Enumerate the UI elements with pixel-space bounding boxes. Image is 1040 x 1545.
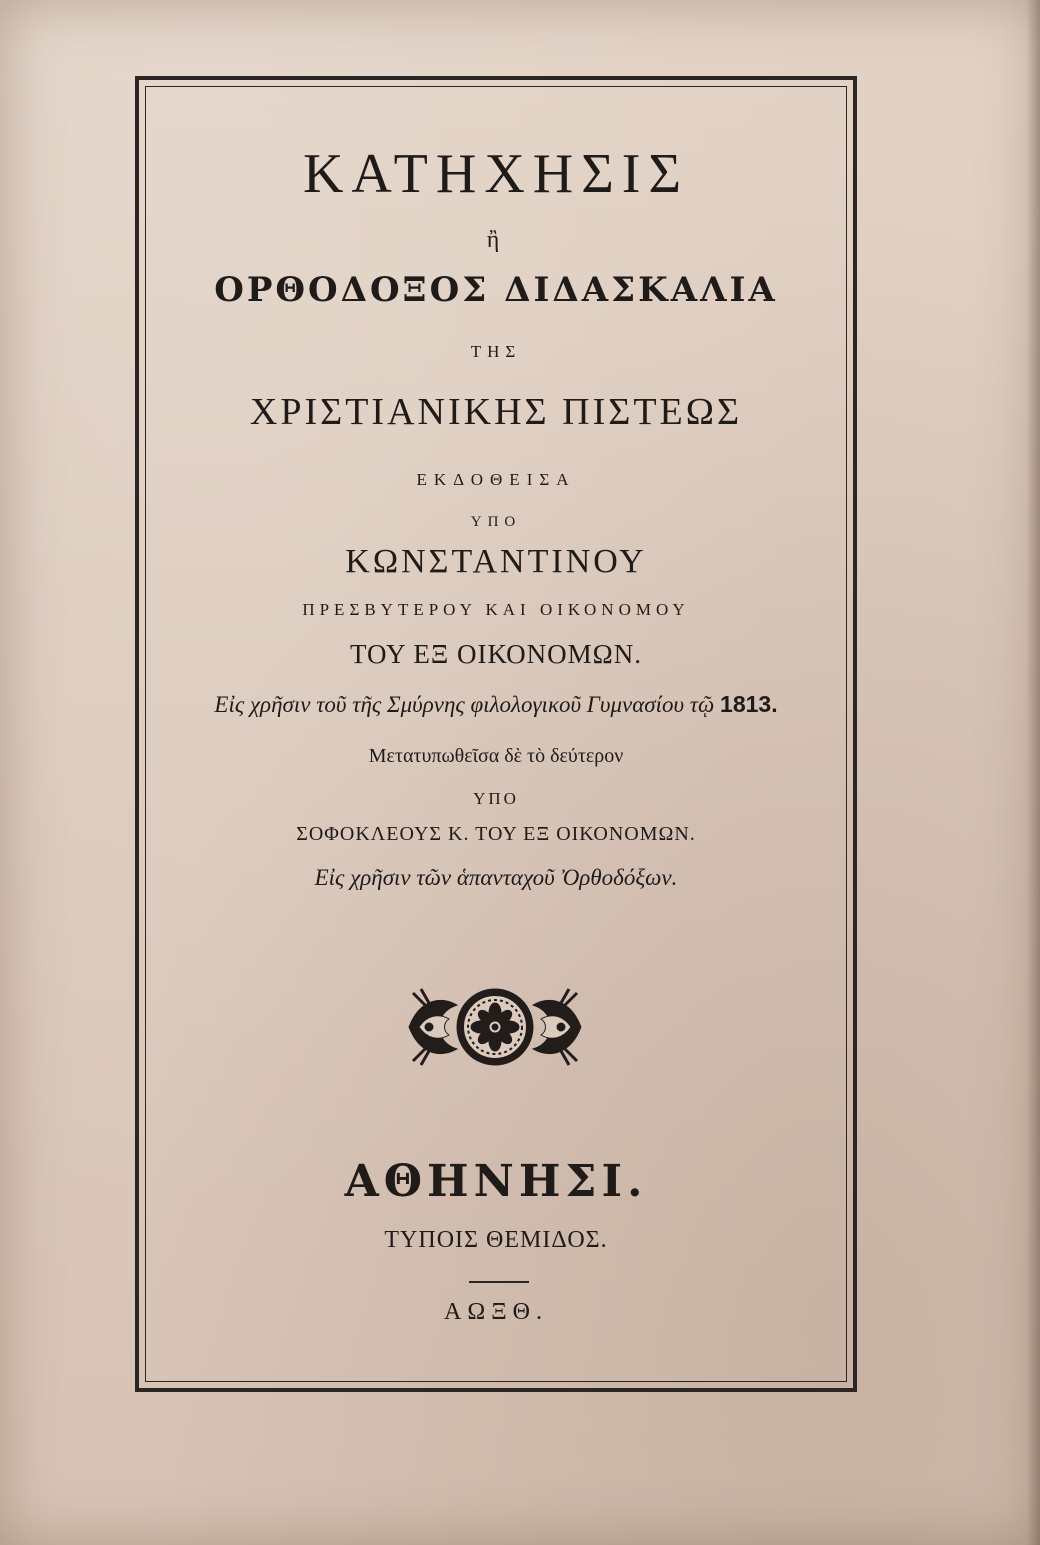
usage-year: 1813. bbox=[720, 691, 778, 717]
title-page-content bbox=[147, 88, 845, 1380]
reprint-statement: Μετατυπωθεῖσα δὲ τὸ δεύτερον bbox=[368, 745, 624, 767]
divider-rule bbox=[469, 1281, 529, 1283]
subtitle-line-2: ΧΡΙΣΤΙΑΝΙΚΗΣ ΠΙΣΤΕΩΣ bbox=[249, 391, 743, 433]
usage-statement bbox=[147, 693, 845, 716]
published-label: ΕΚΔΟΘΕΙΣΑ bbox=[416, 470, 576, 489]
article: ΤΗΣ bbox=[470, 342, 522, 361]
subtitle-line-1: ΟΡΘΟΔΟΞΟΣ ΔΙΔΑΣΚΑΛΙΑ bbox=[214, 270, 778, 310]
publication-date: ΑΩΞΘ. bbox=[444, 1299, 548, 1325]
author-family: ΤΟΥ ΕΞ ΟΙΚΟΝΟΜΩΝ. bbox=[350, 639, 642, 669]
rosette-ornament-icon bbox=[405, 983, 585, 1071]
publication-city: ΑΘΗΝΗΣΙ. bbox=[344, 1156, 648, 1207]
usage-text: Εἰς χρῆσιν τοῦ τῆς Σμύρνης φιλολογικοῦ Γυμνασίου τῷ bbox=[214, 692, 715, 717]
by-label-2: ΥΠΟ bbox=[473, 789, 519, 808]
author-name: ΚΩΝΣΤΑΝΤΙΝΟΥ bbox=[345, 543, 647, 580]
by-label-1: ΥΠΟ bbox=[470, 514, 522, 530]
paper-edge bbox=[1026, 0, 1040, 1545]
conjunction: ἢ bbox=[486, 227, 506, 253]
reprinter-name: ΣΟΦΟΚΛΕΟΥΣ Κ. ΤΟΥ ΕΞ ΟΙΚΟΝΟΜΩΝ. bbox=[296, 823, 696, 845]
printer-name: ΤΥΠΟΙΣ ΘΕΜΙΔΟΣ. bbox=[384, 1227, 608, 1253]
usage-statement-2: Εἰς χρῆσιν τῶν ἁπανταχοῦ Ὀρθοδόξων. bbox=[314, 865, 678, 890]
book-title: ΚΑΤΗΧΗΣΙΣ bbox=[302, 143, 690, 205]
author-title: ΠΡΕΣΒΥΤΕΡΟΥ ΚΑΙ ΟΙΚΟΝΟΜΟΥ bbox=[302, 600, 690, 619]
